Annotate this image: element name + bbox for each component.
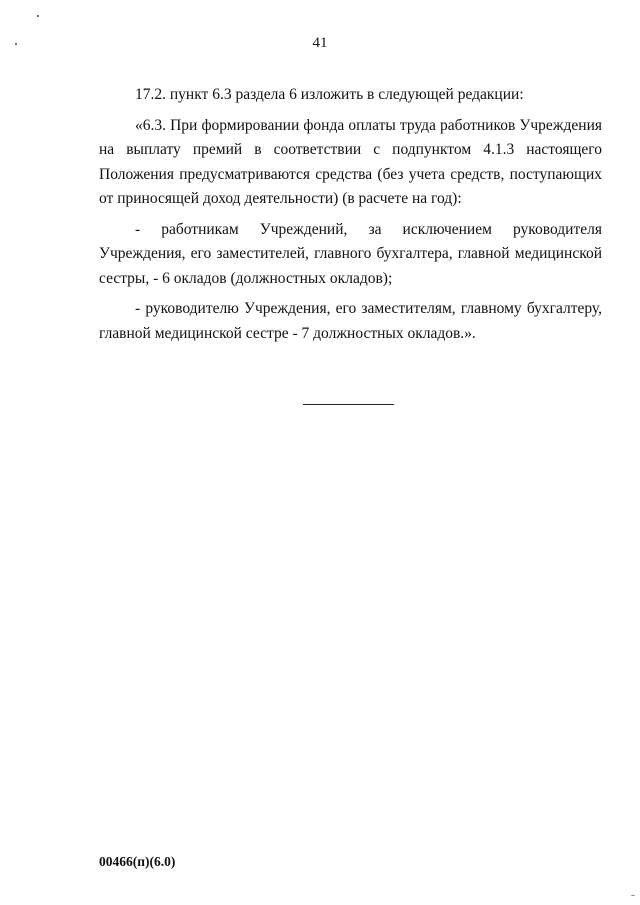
scan-speck (37, 15, 39, 17)
page-number: 41 (312, 35, 328, 51)
scan-speck (631, 895, 635, 896)
paragraph-amendment-intro: 17.2. пункт 6.3 раздела 6 изложить в следующей редакции: (135, 86, 524, 103)
document-body (99, 83, 602, 352)
document-code: 00466(п)(6.0) (99, 854, 176, 869)
paragraph-clause-6-3: «6.3. При формировании фонда оплаты труда работников Учреждения на выплату премий в соответствии с подпунктом 4.1.3 настоящего Положения предусматриваются средства (без учета средств, поступающих от приносящей доход деятельности) (в расчете на год): (99, 116, 602, 207)
separator-line (303, 404, 394, 405)
paragraph-list-item-head: - руководителю Учреждения, его заместителям, главному бухгалтеру, главной медицинской сестре - 7 должностных окладов.». (99, 300, 602, 342)
paragraph-list-item-employees: - работникам Учреждений, за исключением руководителя Учреждения, его заместителей, главного бухгалтера, главной медицинской сестры, - 6 окладов (должностных окладов); (99, 220, 602, 287)
